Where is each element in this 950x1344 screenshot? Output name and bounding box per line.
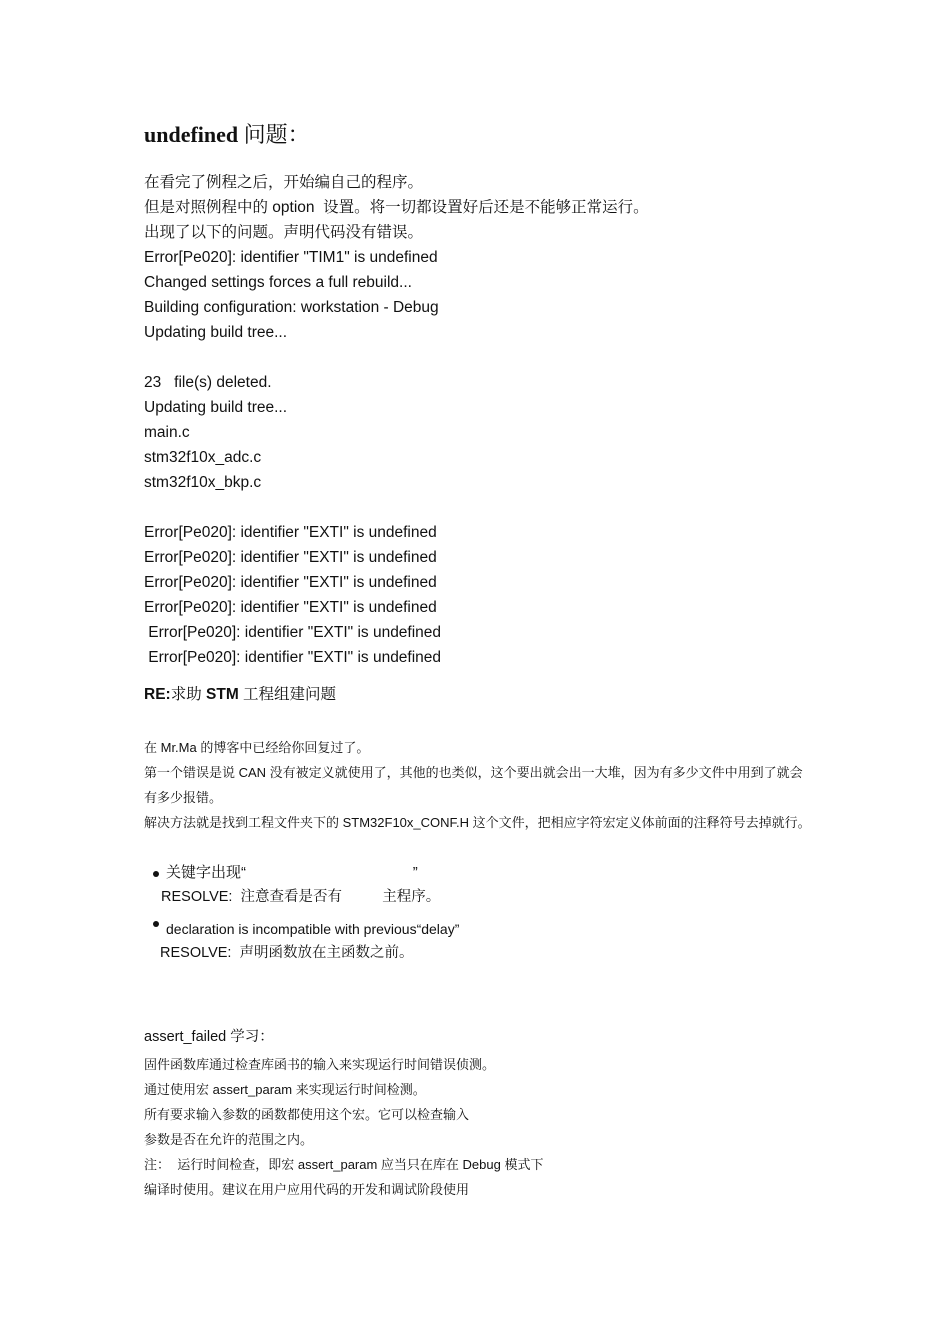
assert-section [144,1025,824,1202]
error-line: Error[Pe020]: identifier "EXTI" is undefined [144,624,442,641]
document-page [144,118,824,1202]
reply-heading [144,682,824,707]
error-line: Error[Pe020]: identifier "EXTI" is undefined [144,649,442,666]
reply-prefix: RE: [144,686,171,703]
build-log-line: Building configuration: workstation - Debug [144,299,439,316]
reply-body [144,735,814,835]
text-line: 但是对照例程中的 option 设置。将一切都设置好后还是不能够正常运行。 [144,199,649,216]
bullet-item [144,861,824,885]
build-log-line: Updating build tree... [144,399,288,416]
bullet-text: declaration is incompatible with previous“delay” [166,921,460,937]
blank-line [144,345,824,370]
bullet-text: 关键字出现“ ” [166,864,418,881]
bullet-dot-icon [153,921,159,927]
assert-title: assert_failed 学习： [144,1029,274,1045]
error-line: Error[Pe020]: identifier "EXTI" is undefined [144,574,437,591]
assert-line: 参数是否在允许的范围之内。 [144,1132,314,1147]
file-name-line: main.c [144,424,190,441]
blank-line [144,495,824,520]
assert-line: 注： 运行时间检查，即宏 assert_param 应当只在库在 Debug 模式下 [144,1157,544,1172]
reply-paragraph: 在 Mr.Ma 的博客中已经给你回复过了。 [144,740,370,755]
error-line: Error[Pe020]: identifier "TIM1" is undefined [144,249,438,266]
text-line: 出现了以下的问题。声明代码没有错误。 [144,224,424,241]
assert-line: 通过使用宏 assert_param 来实现运行时间检测。 [144,1082,426,1097]
intro-section [144,170,824,670]
build-log-line: Updating build tree... [144,324,288,341]
bullet-item [144,917,824,941]
bullet-dot-icon [153,871,159,877]
resolve-line: RESOLVE: 注意查看是否有 主程序。 [161,889,441,905]
reply-text-2: 工程组建问题 [238,686,337,703]
assert-line: 编译时使用。建议在用户应用代码的开发和调试阶段使用 [144,1182,470,1197]
page-title [144,118,824,152]
file-name-line: stm32f10x_adc.c [144,449,262,466]
assert-line: 所有要求输入参数的函数都使用这个宏。它可以检查输入 [144,1107,470,1122]
resolve-line: RESOLVE: 声明函数放在主函数之前。 [160,945,414,961]
bullet-list [144,861,824,965]
title-suffix: 问题： [238,122,310,147]
build-log-line: 23 file(s) deleted. [144,374,272,391]
reply-paragraph: 解决方法就是找到工程文件夹下的 STM32F10x_CONF.H 这个文件，把相应字符宏定义体前面的注释符号去掉就行。 [144,815,811,830]
error-line: Error[Pe020]: identifier "EXTI" is undefined [144,524,437,541]
assert-line: 固件函数库通过检查库函书的输入来实现运行时间错误侦测。 [144,1057,496,1072]
file-name-line: stm32f10x_bkp.c [144,474,262,491]
error-line: Error[Pe020]: identifier "EXTI" is undefined [144,549,437,566]
reply-stm: STM [206,686,239,703]
error-line: Error[Pe020]: identifier "EXTI" is undefined [144,599,437,616]
build-log-line: Changed settings forces a full rebuild... [144,274,412,291]
title-keyword: undefined [144,122,239,147]
text-line: 在看完了例程之后，开始编自己的程序。 [144,174,424,191]
reply-paragraph: 第一个错误是说 CAN 没有被定义就使用了，其他的也类似，这个要出就会出一大堆，因为有多少文件中用到了就会有多少报错。 [144,765,803,805]
reply-text-1: 求助 [170,686,207,703]
